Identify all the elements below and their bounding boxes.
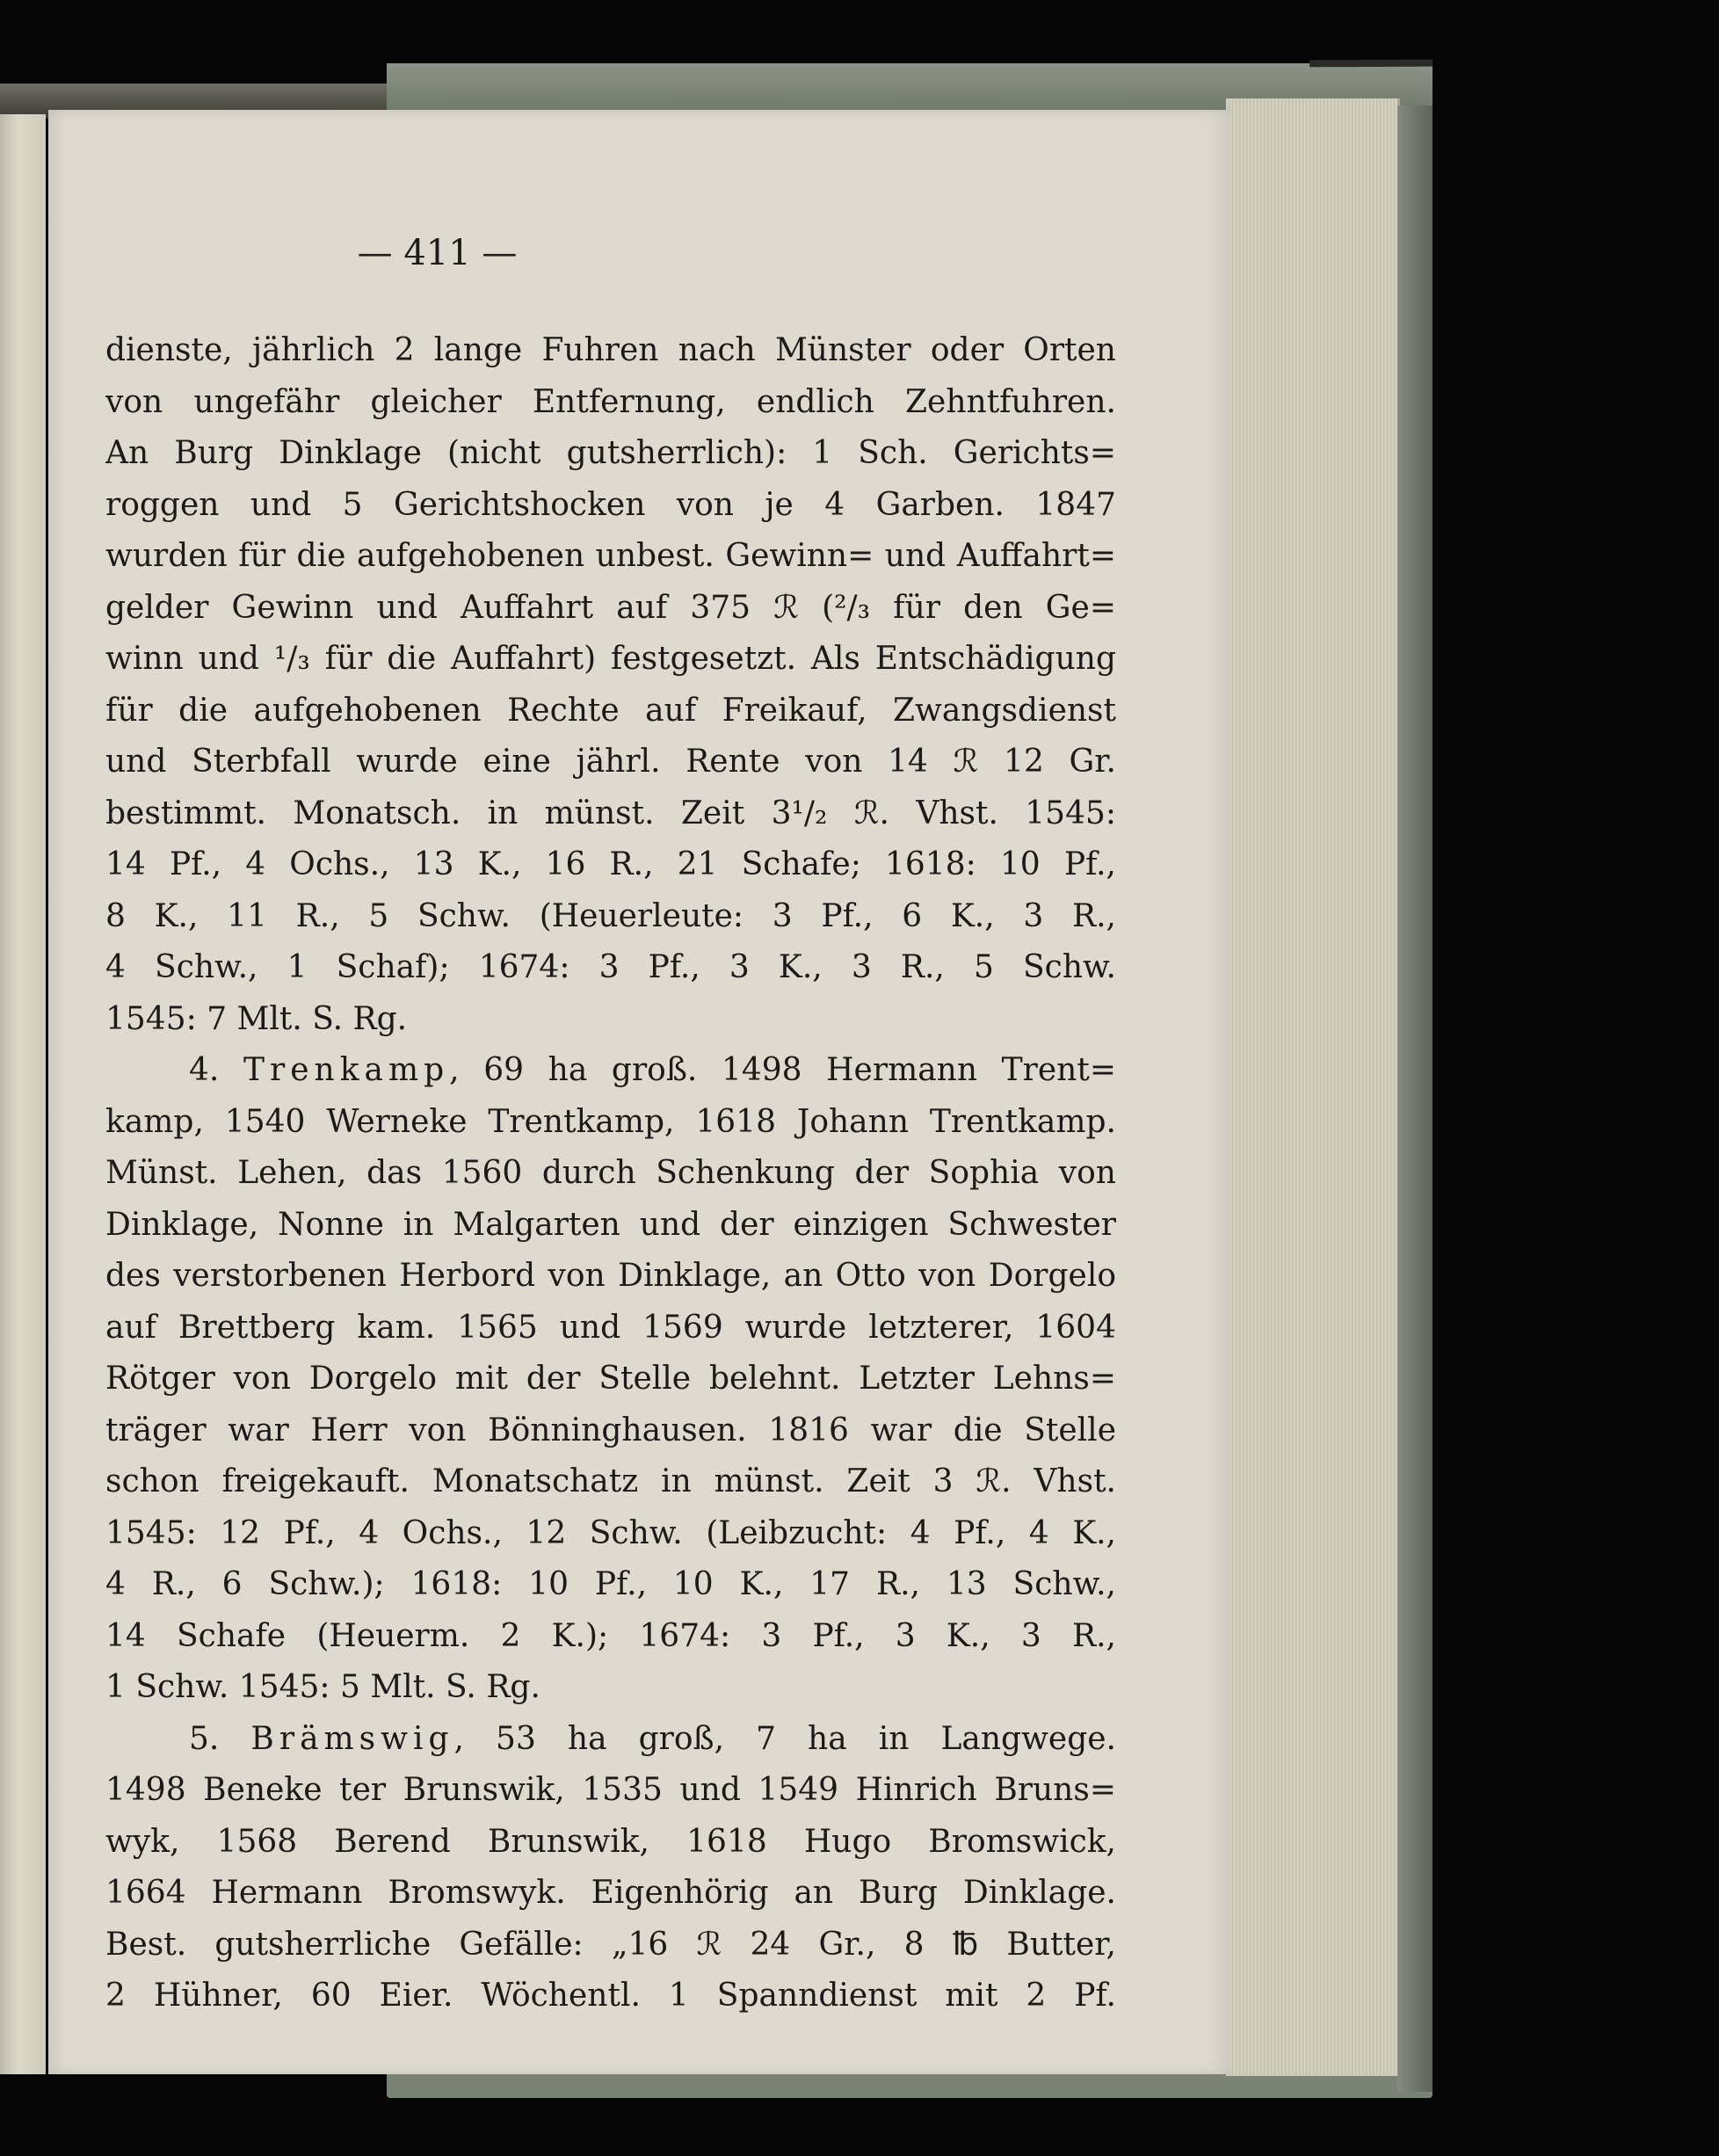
text-line: , 69 ha groß. 1498 Hermann Trent= <box>449 1052 1116 1088</box>
text-line: 14 Pf., 4 Ochs., 13 K., 16 R., 21 Schafe; 1618: 10 Pf., <box>105 846 1116 882</box>
text-line: auf Brettberg kam. 1565 und 1569 wurde letzterer, 1604 <box>105 1309 1116 1346</box>
book-cover-right-edge <box>1397 105 1432 2092</box>
text-line: 1 Schw. 1545: 5 Mlt. S. Rg. <box>105 1669 540 1705</box>
cover-corner-shadow <box>1309 60 1432 68</box>
text-line: kamp, 1540 Werneke Trentkamp, 1618 Johann Trentkamp. <box>105 1103 1116 1140</box>
entry-heading-line <box>105 1714 1116 1766</box>
text-line: 1545: 12 Pf., 4 Ochs., 12 Schw. (Leibzucht: 4 Pf., 4 K., <box>105 1514 1116 1551</box>
entry-number: 4. <box>189 1052 220 1088</box>
text-line: dienste, jährlich 2 lange Fuhren nach Münster oder Orten <box>105 332 1116 368</box>
text-line: roggen und 5 Gerichtshocken von je 4 Garben. 1847 <box>105 486 1116 523</box>
entry-number: 5. <box>189 1720 220 1757</box>
text-line: Münst. Lehen, das 1560 durch Schenkung der Sophia von <box>105 1155 1116 1191</box>
page-text <box>105 325 1116 2022</box>
text-line: winn und ¹/₃ für die Auffahrt) festgesetzt. Als Entschädigung <box>105 641 1116 677</box>
entry-name: Trenkamp <box>243 1052 450 1088</box>
text-line: wurden für die aufgehobenen unbest. Gewinn= und Auffahrt= <box>105 538 1116 574</box>
text-line: 4 R., 6 Schw.); 1618: 10 Pf., 10 K., 17 R., 13 Schw., <box>105 1566 1116 1602</box>
text-line: An Burg Dinklage (nicht gutsherrlich): 1 Sch. Gerichts= <box>105 435 1116 471</box>
text-line: 4 Schw., 1 Schaf); 1674: 3 Pf., 3 K., 3 R., 5 Schw. <box>105 949 1116 985</box>
entry-heading-line <box>105 1045 1116 1097</box>
text-line: gelder Gewinn und Auffahrt auf 375 ℛ (²/₃ für den Ge= <box>105 589 1116 626</box>
text-line: schon freigekauft. Monatschatz in münst. Zeit 3 ℛ. Vhst. <box>105 1463 1116 1499</box>
text-line: Rötger von Dorgelo mit der Stelle belehnt. Letzter Lehns= <box>105 1361 1116 1397</box>
text-line: von ungefähr gleicher Entfernung, endlich Zehntfuhren. <box>105 383 1116 420</box>
text-line: des verstorbenen Herbord von Dinklage, an Otto von Dorgelo <box>105 1258 1116 1294</box>
text-line: 14 Schafe (Heuerm. 2 K.); 1674: 3 Pf., 3 K., 3 R., <box>105 1617 1116 1654</box>
text-line: 8 K., 11 R., 5 Schw. (Heuerleute: 3 Pf., 6 K., 3 R., <box>105 897 1116 934</box>
text-line: 2 Hühner, 60 Eier. Wöchentl. 1 Spanndienst mit 2 Pf. <box>105 1978 1116 2014</box>
book-page <box>48 110 1230 2074</box>
text-line: 1664 Hermann Bromswyk. Eigenhörig an Burg Dinklage. <box>105 1875 1116 1911</box>
text-line: Dinklage, Nonne in Malgarten und der einzigen Schwester <box>105 1206 1116 1243</box>
text-line: wyk, 1568 Berend Brunswik, 1618 Hugo Bromswick, <box>105 1823 1116 1860</box>
page-number: — 411 — <box>357 233 518 273</box>
page-block-edges <box>1226 98 1400 2076</box>
text-line: träger war Herr von Bönninghausen. 1816 war die Stelle <box>105 1412 1116 1448</box>
entry-name: Brämswig <box>250 1720 454 1757</box>
text-line: 1498 Beneke ter Brunswik, 1535 und 1549 Hinrich Bruns= <box>105 1772 1116 1808</box>
text-line: und Sterbfall wurde eine jährl. Rente von 14 ℛ 12 Gr. <box>105 744 1116 780</box>
text-line: , 53 ha groß, 7 ha in Langwege. <box>453 1720 1116 1757</box>
text-line: 1545: 7 Mlt. S. Rg. <box>105 1000 408 1037</box>
text-line: bestimmt. Monatsch. in münst. Zeit 3¹/₂ ℛ. Vhst. 1545: <box>105 795 1116 831</box>
text-line: für die aufgehobenen Rechte auf Freikauf, Zwangsdienst <box>105 692 1116 729</box>
left-page-edge <box>0 114 46 2074</box>
text-line: Best. gutsherrliche Gefälle: „16 ℛ 24 Gr., 8 ℔ Butter, <box>105 1926 1116 1963</box>
